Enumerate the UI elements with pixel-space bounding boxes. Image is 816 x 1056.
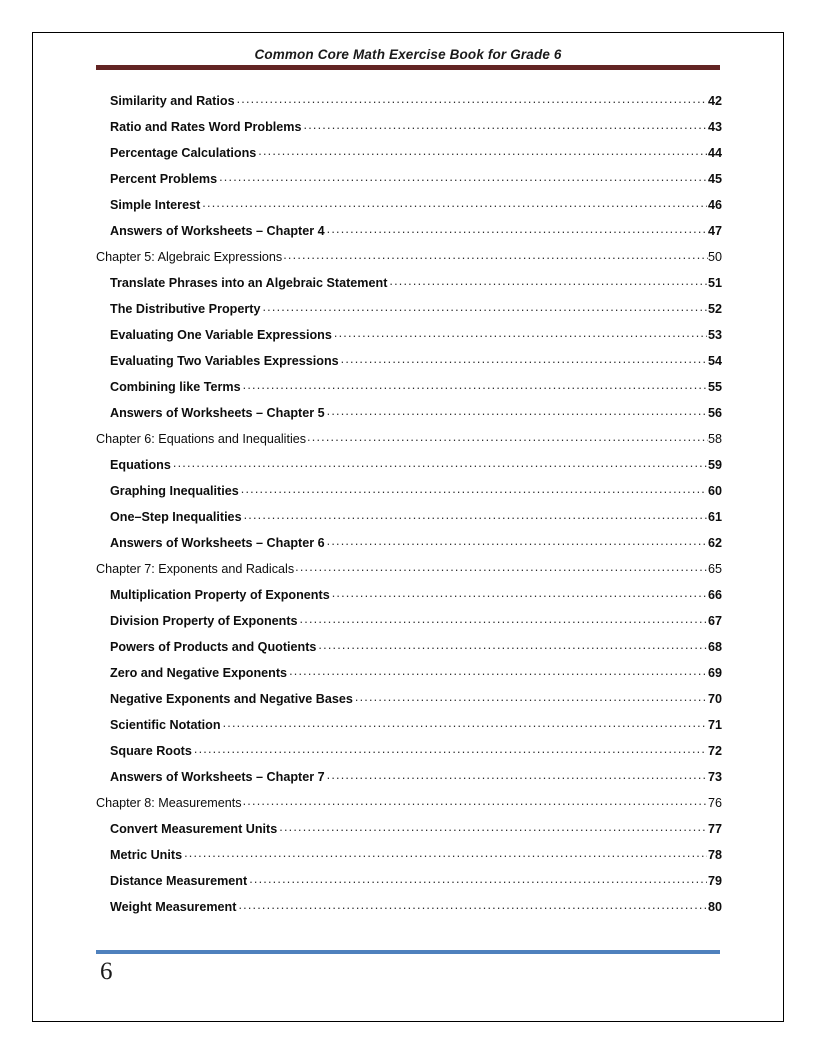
- header-divider-rule: [96, 65, 720, 70]
- toc-entry-page-number: 52: [707, 302, 722, 316]
- toc-dot-leader: [223, 717, 707, 729]
- toc-entry-label: Weight Measurement: [110, 900, 237, 914]
- toc-dot-leader: [307, 431, 708, 443]
- toc-dot-leader: [283, 249, 708, 261]
- toc-dot-leader: [258, 145, 707, 157]
- toc-entry-row[interactable]: [96, 691, 722, 717]
- footer-divider-rule: [96, 950, 720, 954]
- toc-entry-page-number: 44: [707, 146, 722, 160]
- toc-entry-page-number: 42: [707, 94, 722, 108]
- toc-entry-row[interactable]: [96, 405, 722, 431]
- toc-entry-label: The Distributive Property: [110, 302, 261, 316]
- toc-entry-page-number: 72: [707, 744, 722, 758]
- toc-entry-page-number: 73: [707, 770, 722, 784]
- toc-entry-label: Multiplication Property of Exponents: [110, 588, 330, 602]
- toc-dot-leader: [279, 821, 707, 833]
- toc-entry-page-number: 68: [707, 640, 722, 654]
- toc-entry-label: Answers of Worksheets – Chapter 5: [110, 406, 325, 420]
- toc-entry-page-number: 71: [707, 718, 722, 732]
- table-of-contents: [96, 93, 722, 925]
- toc-dot-leader: [241, 483, 707, 495]
- toc-dot-leader: [244, 509, 707, 521]
- toc-dot-leader: [173, 457, 707, 469]
- toc-entry-row[interactable]: [96, 223, 722, 249]
- toc-entry-page-number: 65: [707, 562, 722, 576]
- toc-entry-row[interactable]: [96, 873, 722, 899]
- toc-dot-leader: [300, 613, 707, 625]
- toc-entry-row[interactable]: [96, 171, 722, 197]
- toc-entry-page-number: 70: [707, 692, 722, 706]
- toc-dot-leader: [327, 535, 707, 547]
- toc-entry-row[interactable]: [96, 457, 722, 483]
- toc-dot-leader: [327, 223, 707, 235]
- toc-entry-label: Graphing Inequalities: [110, 484, 239, 498]
- toc-entry-label: Translate Phrases into an Algebraic Statement: [110, 276, 388, 290]
- toc-dot-leader: [318, 639, 707, 651]
- toc-dot-leader: [389, 275, 707, 287]
- toc-entry-label: One–Step Inequalities: [110, 510, 242, 524]
- toc-entry-page-number: 66: [707, 588, 722, 602]
- toc-entry-label: Chapter 7: Exponents and Radicals: [96, 562, 295, 576]
- toc-entry-label: Answers of Worksheets – Chapter 4: [110, 224, 325, 238]
- toc-entry-page-number: 56: [707, 406, 722, 420]
- toc-entry-page-number: 78: [707, 848, 722, 862]
- toc-entry-label: Evaluating One Variable Expressions: [110, 328, 332, 342]
- toc-entry-row[interactable]: [96, 483, 722, 509]
- toc-entry-row[interactable]: [96, 821, 722, 847]
- toc-entry-row[interactable]: [96, 197, 722, 223]
- toc-entry-label: Percentage Calculations: [110, 146, 257, 160]
- toc-entry-row[interactable]: [96, 119, 722, 145]
- toc-entry-page-number: 67: [707, 614, 722, 628]
- book-title: Common Core Math Exercise Book for Grade 6: [254, 47, 562, 62]
- toc-entry-row[interactable]: [96, 327, 722, 353]
- toc-entry-row[interactable]: [96, 769, 722, 795]
- toc-entry-page-number: 53: [707, 328, 722, 342]
- toc-entry-row[interactable]: [96, 535, 722, 561]
- toc-entry-label: Division Property of Exponents: [110, 614, 298, 628]
- toc-dot-leader: [243, 795, 708, 807]
- toc-entry-page-number: 58: [707, 432, 722, 446]
- toc-entry-label: Answers of Worksheets – Chapter 6: [110, 536, 325, 550]
- toc-entry-page-number: 59: [707, 458, 722, 472]
- toc-entry-row[interactable]: [96, 353, 722, 379]
- running-header: [96, 47, 720, 62]
- toc-dot-leader: [334, 327, 707, 339]
- toc-chapter-row[interactable]: [96, 561, 722, 587]
- toc-entry-label: Percent Problems: [110, 172, 218, 186]
- toc-entry-page-number: 69: [707, 666, 722, 680]
- toc-entry-row[interactable]: [96, 639, 722, 665]
- toc-entry-page-number: 50: [707, 250, 722, 264]
- toc-entry-page-number: 80: [707, 900, 722, 914]
- toc-entry-row[interactable]: [96, 301, 722, 327]
- toc-entry-label: Zero and Negative Exponents: [110, 666, 288, 680]
- toc-entry-label: Negative Exponents and Negative Bases: [110, 692, 353, 706]
- toc-dot-leader: [304, 119, 707, 131]
- toc-entry-label: Chapter 6: Equations and Inequalities: [96, 432, 307, 446]
- toc-entry-label: Answers of Worksheets – Chapter 7: [110, 770, 325, 784]
- toc-chapter-row[interactable]: [96, 431, 722, 457]
- toc-entry-row[interactable]: [96, 587, 722, 613]
- toc-dot-leader: [332, 587, 707, 599]
- toc-entry-label: Equations: [110, 458, 171, 472]
- toc-dot-leader: [262, 301, 707, 313]
- toc-entry-page-number: 46: [707, 198, 722, 212]
- toc-entry-page-number: 62: [707, 536, 722, 550]
- toc-dot-leader: [289, 665, 707, 677]
- toc-entry-label: Evaluating Two Variables Expressions: [110, 354, 339, 368]
- toc-dot-leader: [327, 405, 707, 417]
- toc-entry-row[interactable]: [96, 665, 722, 691]
- toc-entry-row[interactable]: [96, 379, 722, 405]
- toc-entry-row[interactable]: [96, 509, 722, 535]
- toc-dot-leader: [341, 353, 707, 365]
- toc-dot-leader: [219, 171, 707, 183]
- toc-entry-page-number: 51: [707, 276, 722, 290]
- toc-entry-page-number: 61: [707, 510, 722, 524]
- toc-entry-row[interactable]: [96, 93, 722, 119]
- toc-dot-leader: [327, 769, 707, 781]
- toc-dot-leader: [238, 899, 707, 911]
- toc-entry-label: Ratio and Rates Word Problems: [110, 120, 302, 134]
- toc-chapter-row[interactable]: [96, 249, 722, 275]
- toc-dot-leader: [194, 743, 707, 755]
- toc-entry-label: Square Roots: [110, 744, 192, 758]
- toc-entry-label: Chapter 5: Algebraic Expressions: [96, 250, 283, 264]
- toc-dot-leader: [243, 379, 707, 391]
- toc-entry-row[interactable]: [96, 899, 722, 925]
- toc-entry-row[interactable]: [96, 275, 722, 301]
- page-number: 6: [100, 958, 113, 985]
- toc-dot-leader: [237, 93, 707, 105]
- toc-dot-leader: [355, 691, 707, 703]
- toc-entry-label: Combining like Terms: [110, 380, 241, 394]
- toc-entry-row[interactable]: [96, 717, 722, 743]
- toc-dot-leader: [295, 561, 708, 573]
- toc-entry-page-number: 47: [707, 224, 722, 238]
- toc-entry-label: Convert Measurement Units: [110, 822, 278, 836]
- toc-dot-leader: [184, 847, 707, 859]
- toc-entry-page-number: 79: [707, 874, 722, 888]
- toc-entry-label: Simple Interest: [110, 198, 201, 212]
- toc-entry-row[interactable]: [96, 847, 722, 873]
- toc-entry-label: Distance Measurement: [110, 874, 248, 888]
- toc-entry-page-number: 60: [707, 484, 722, 498]
- toc-entry-page-number: 43: [707, 120, 722, 134]
- toc-entry-page-number: 55: [707, 380, 722, 394]
- toc-entry-row[interactable]: [96, 145, 722, 171]
- toc-entry-row[interactable]: [96, 743, 722, 769]
- toc-chapter-row[interactable]: [96, 795, 722, 821]
- toc-entry-page-number: 54: [707, 354, 722, 368]
- toc-entry-label: Scientific Notation: [110, 718, 221, 732]
- toc-entry-label: Similarity and Ratios: [110, 94, 235, 108]
- toc-entry-label: Chapter 8: Measurements: [96, 796, 242, 810]
- toc-entry-row[interactable]: [96, 613, 722, 639]
- toc-entry-page-number: 45: [707, 172, 722, 186]
- toc-entry-label: Metric Units: [110, 848, 183, 862]
- toc-entry-page-number: 76: [707, 796, 722, 810]
- toc-dot-leader: [202, 197, 707, 209]
- toc-entry-page-number: 77: [707, 822, 722, 836]
- toc-entry-label: Powers of Products and Quotients: [110, 640, 317, 654]
- toc-dot-leader: [249, 873, 707, 885]
